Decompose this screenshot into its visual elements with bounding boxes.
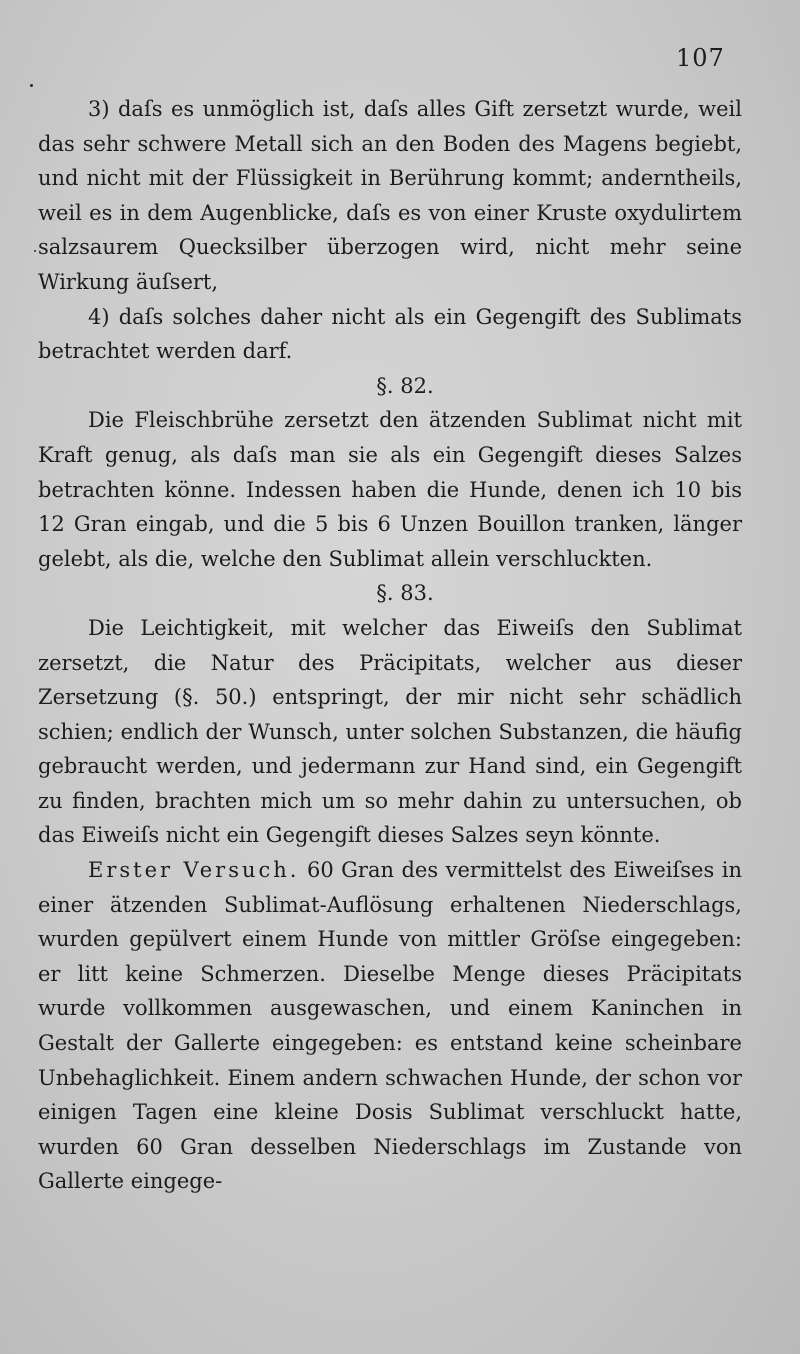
experiment-label: Erster Versuch. [88,858,300,883]
section-83-heading: §. 83. [376,581,434,606]
section-83-paragraph: Die Leichtigkeit, mit welcher das Eiweiſs den Sublimat zersetzt, die Natur des Präcipitats, welcher aus dieser Zersetzung (§. 50.) entspringt, der mir nicht sehr schädlich schien; endlich der Wunsch, unter solchen Substanzen, die häufig gebraucht werden, und jedermann zur Hand sind, ein Gegengift zu finden, brachten mich um so mehr dahin zu untersuchen, ob das Eiweiſs nicht ein Gegengift dieses Salzes seyn könnte. [38,615,742,848]
ink-speck [30,84,33,87]
list-item-4: 4) daſs solches daher nicht als ein Gegengift des Sublimats betrachtet werden darf. [38,304,742,364]
experiment-text: 60 Gran des vermittelst des Eiweiſses in einer ätzenden Sublimat-Auflösung erhaltenen Niederschlags, wurden gepülvert einem Hunde von mittler Gröſse eingegeben: er litt keine Schmerzen. Dieselbe Menge dieses Präcipitats wurde vollkommen ausgewaschen, und einem Kaninchen in Gestalt der Gallerte eingegeben: es entstand keine scheinbare Unbehaglichkeit. Einem andern schwachen Hunde, der schon vor einigen Tagen eine kleine Dosis Sublimat verschluckt hatte, wurden 60 Gran desselben Niederschlags im Zustande von Gallerte eingege- [38,858,742,1194]
list-item-3: 3) daſs es unmöglich ist, daſs alles Gift zersetzt wurde, weil das sehr schwere Metall sich an den Boden des Magens begiebt, und nicht mit der Flüssigkeit in Berührung kommt; anderntheils, weil es in dem Augenblicke, daſs es von einer Kruste oxydulirtem salzsaurem Quecksilber überzogen wird, nicht mehr seine Wirkung äuſsert, [38,97,742,294]
ink-speck [34,250,36,252]
page-body [38,92,742,1199]
experiment-paragraph [38,853,742,1199]
section-82-heading: §. 82. [376,373,434,398]
section-82-paragraph: Die Fleischbrühe zersetzt den ätzenden Sublimat nicht mit Kraft genug, als daſs man sie als ein Gegengift dieses Salzes betrachten könne. Indessen haben die Hunde, denen ich 10 bis 12 Gran eingab, und die 5 bis 6 Unzen Bouillon tranken, länger gelebt, als die, welche den Sublimat allein verschluckten. [38,408,742,571]
page-number: 107 [676,44,725,72]
